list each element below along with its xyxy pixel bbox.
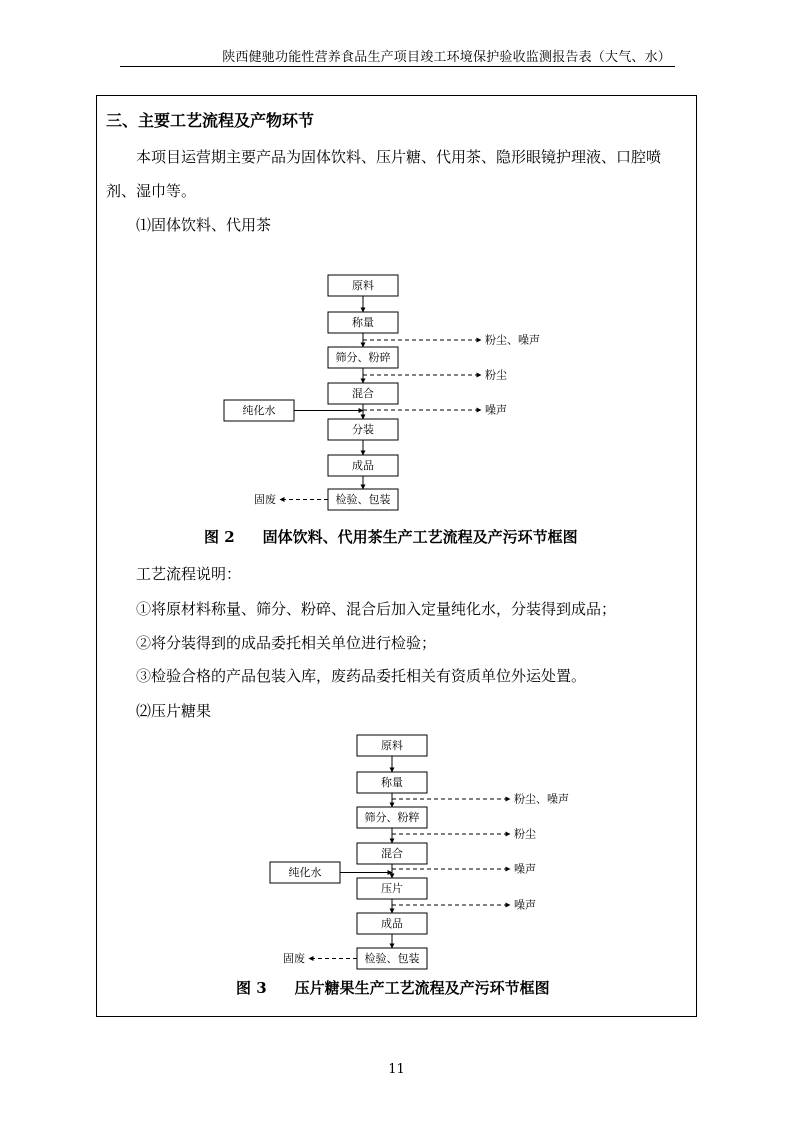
explain-item-1: ①将原材料称量、筛分、粉碎、混合后加入定量纯化水，分装得到成品； — [136, 600, 617, 618]
subsection-solid-beverage: ⑴固体饮料、代用茶 — [136, 216, 272, 234]
process-box-label-4: 压片 — [381, 882, 403, 895]
process-box-label-0: 原料 — [381, 739, 403, 752]
subsection-tablet-candy: ⑵压片糖果 — [136, 702, 212, 720]
process-box-label-6: 检验、包装 — [335, 493, 391, 506]
process-box-label-6: 检验、包装 — [364, 952, 420, 965]
figure-2-number: 图 2 — [204, 528, 235, 546]
page-number: 11 — [388, 1062, 405, 1077]
explain-title: 工艺流程说明： — [136, 565, 242, 583]
document-header: 陕西健驰功能性营养食品生产项目竣工环境保护验收监测报告表（大气、水） — [222, 50, 671, 65]
process-box-label-2: 筛分、粉粹 — [364, 811, 420, 824]
figure-3-number: 图 3 — [236, 979, 267, 997]
intro-line-2: 剂、湿巾等。 — [106, 182, 197, 200]
emission-label-2: 噪声 — [514, 862, 536, 876]
waste-label: 固废 — [254, 493, 276, 506]
figure-2-caption — [204, 526, 578, 547]
process-box-label-5: 成品 — [352, 459, 374, 472]
explain-item-2: ②将分装得到的成品委托相关单位进行检验； — [136, 634, 437, 652]
figure-3-caption — [236, 977, 550, 998]
process-box-label-2: 筛分、粉碎 — [335, 351, 391, 364]
emission-label-1: 粉尘 — [485, 368, 507, 382]
intro-line-1: 本项目运营期主要产品为固体饮料、压片糖、代用茶、隐形眼镜护理液、口腔喷 — [136, 148, 662, 166]
process-box-label-3: 混合 — [381, 847, 403, 860]
waste-label: 固废 — [283, 952, 305, 965]
input-box-label: 纯化水 — [242, 404, 276, 417]
input-box-label: 纯化水 — [288, 866, 322, 879]
emission-label-2: 噪声 — [485, 403, 507, 417]
process-box-label-3: 混合 — [352, 387, 374, 400]
section-heading: 三、主要工艺流程及产物环节 — [106, 111, 315, 130]
figure-3-title: 压片糖果生产工艺流程及产污环节框图 — [294, 979, 550, 997]
explain-item-3: ③检验合格的产品包装入库，废药品委托相关有资质单位外运处置。 — [136, 667, 587, 685]
process-box-label-0: 原料 — [352, 279, 374, 292]
emission-label-0: 粉尘、噪声 — [485, 333, 540, 347]
figure-2-title: 固体饮料、代用茶生产工艺流程及产污环节框图 — [262, 528, 578, 546]
process-box-label-1: 称量 — [381, 776, 403, 789]
emission-label-1: 粉尘 — [514, 827, 536, 841]
emission-label-3: 噪声 — [514, 898, 536, 912]
process-box-label-5: 成品 — [381, 917, 403, 930]
emission-label-0: 粉尘、噪声 — [514, 792, 569, 806]
process-box-label-4: 分装 — [352, 423, 374, 436]
process-box-label-1: 称量 — [352, 316, 374, 329]
